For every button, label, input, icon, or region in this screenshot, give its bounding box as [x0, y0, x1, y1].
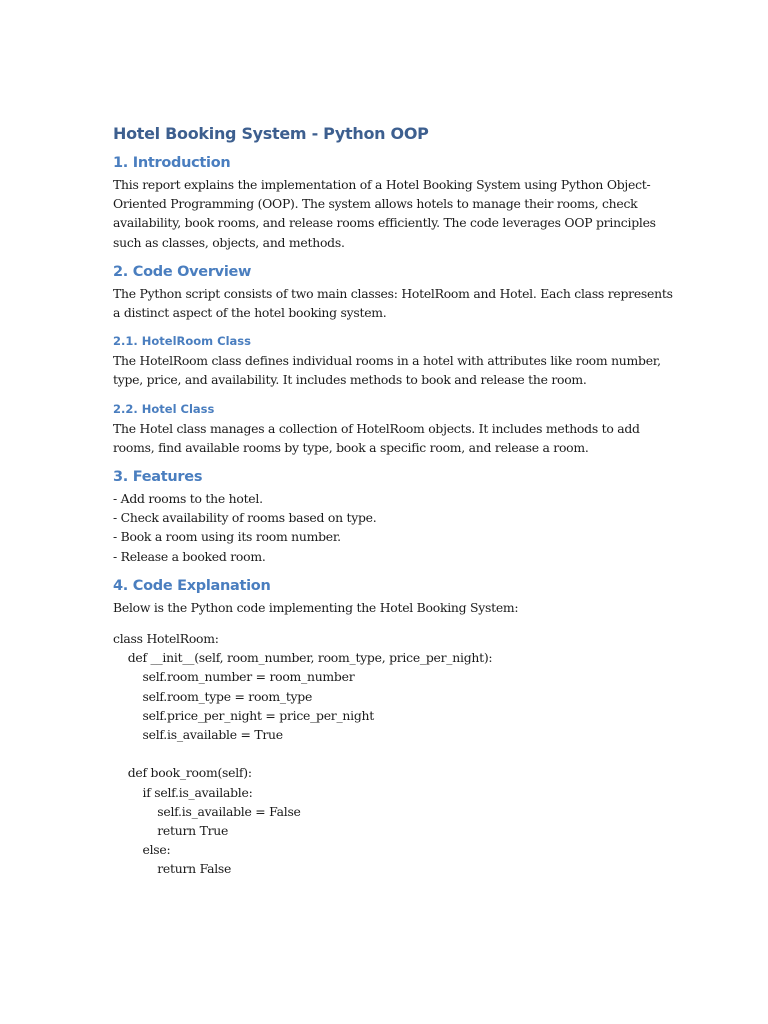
code-line: self.price_per_night = price_per_night	[113, 707, 375, 723]
code-block	[113, 629, 673, 879]
code-line: self.room_type = room_type	[113, 688, 313, 704]
code-line: return True	[113, 823, 229, 839]
list-item: - Check availability of rooms based on type.	[113, 510, 377, 526]
list-item: - Book a room using its room number.	[113, 529, 341, 545]
code-overview-paragraph: The Python script consists of two main classes: HotelRoom and Hotel. Each class represents a distinct aspect of the hotel booking system.	[113, 285, 673, 321]
code-line: self.room_number = room_number	[113, 669, 355, 685]
subsection-heading-hotelroom-class: 2.1. HotelRoom Class	[113, 334, 251, 349]
code-line	[113, 744, 673, 763]
list-item: - Add rooms to the hotel.	[113, 491, 263, 507]
document-page	[113, 124, 673, 879]
section-heading-features: 3. Features	[113, 469, 203, 486]
code-line: self.is_available = True	[113, 727, 283, 743]
introduction-paragraph: This report explains the implementation of a Hotel Booking System using Python Object-Oriented Programming (OOP). The system allows hotels to manage their rooms, check availability, book rooms, and release rooms efficiently. The code leverages OOP principles such as classes, objects, and methods.	[113, 177, 656, 250]
hotel-class-paragraph: The Hotel class manages a collection of HotelRoom objects. It includes methods to add rooms, find available rooms by type, book a specific room, and release a room.	[113, 420, 640, 455]
features-list	[113, 489, 673, 566]
section-heading-introduction: 1. Introduction	[113, 155, 231, 171]
code-line: def book_room(self):	[113, 765, 252, 781]
section-heading-code-explanation: 4. Code Explanation	[113, 577, 271, 594]
document-title: Hotel Booking System - Python OOP	[113, 124, 429, 143]
code-line: if self.is_available:	[113, 784, 253, 800]
hotelroom-class-paragraph: The HotelRoom class defines individual rooms in a hotel with attributes like room number, type, price, and availability. It includes methods to book and release the room.	[113, 353, 661, 388]
code-line: self.is_available = False	[113, 803, 301, 819]
code-line: def __init__(self, room_number, room_type, price_per_night):	[113, 650, 493, 666]
subsection-heading-hotel-class: 2.2. Hotel Class	[113, 401, 215, 416]
code-line: class HotelRoom:	[113, 631, 219, 647]
code-explanation-paragraph: Below is the Python code implementing the Hotel Booking System:	[113, 599, 519, 615]
section-heading-code-overview: 2. Code Overview	[113, 263, 252, 280]
code-line: else:	[113, 842, 171, 858]
code-line: return False	[113, 861, 232, 877]
list-item: - Release a booked room.	[113, 548, 266, 564]
